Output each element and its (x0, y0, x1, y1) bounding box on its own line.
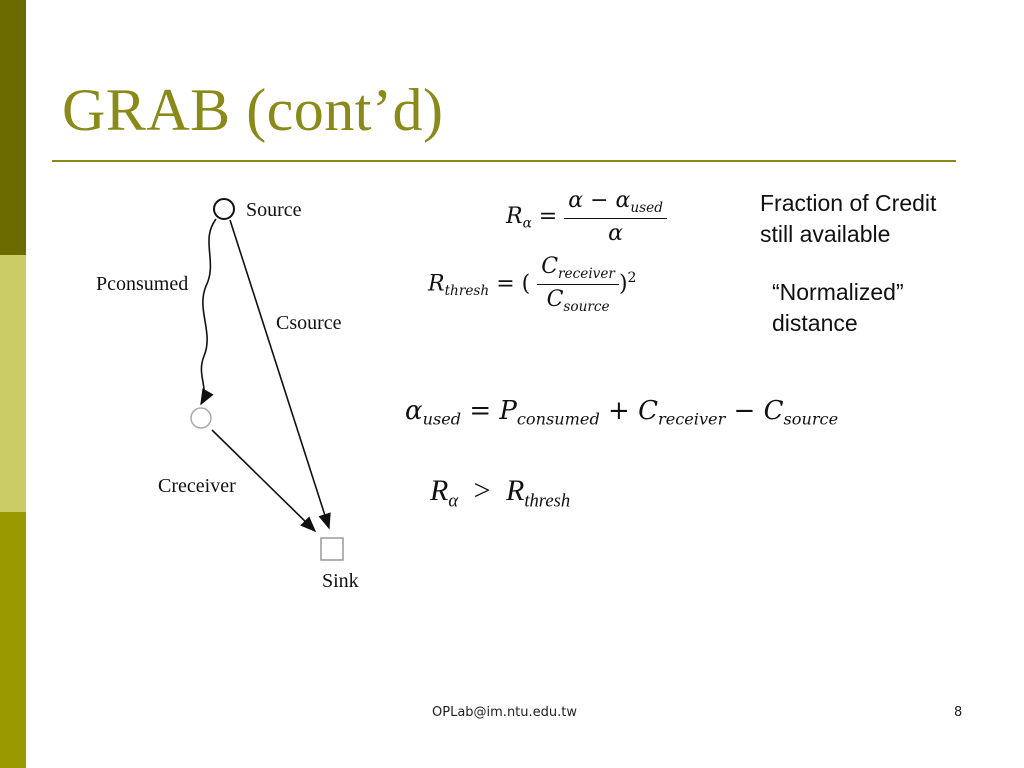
normalized-note-line1: “Normalized” (772, 279, 904, 305)
r-alpha-denominator: α (608, 220, 623, 246)
c-source-symbol: C (763, 396, 784, 426)
r-thresh-equation (428, 254, 636, 315)
equals-sign: = (538, 203, 565, 229)
intermediate-node (191, 408, 211, 428)
alpha-used-subscript: used (630, 199, 663, 216)
csource-label: Csource (276, 312, 342, 334)
fraction-note-line1: Fraction of Credit (760, 190, 937, 216)
page-number: 8 (954, 705, 963, 720)
creceiver-label: Creceiver (158, 475, 236, 497)
threshold-inequality (430, 474, 570, 513)
r-alpha-symbol: R (506, 203, 523, 229)
source-node (214, 199, 234, 219)
r-thresh-symbol: R (506, 474, 525, 507)
sink-node (321, 538, 343, 560)
r-thresh-fraction (537, 254, 619, 315)
p-consumed-symbol: P (499, 396, 517, 426)
r-thresh-symbol: R (428, 271, 445, 297)
receiver-subscript: receiver (658, 409, 726, 429)
fraction-note-line2: still available (760, 221, 891, 247)
r-thresh-numerator (537, 254, 619, 285)
sink-label: Sink (322, 570, 359, 592)
r-alpha-equation (506, 188, 667, 246)
minus-sign: − (733, 396, 764, 426)
r-alpha-numerator (564, 188, 667, 219)
alpha-symbol: α (568, 188, 584, 213)
source-subscript: source (783, 409, 839, 429)
pconsumed-label: Pconsumed (96, 273, 189, 295)
equals-sign: = ( (496, 271, 531, 297)
normalized-note (772, 277, 904, 339)
close-paren: ) (618, 271, 628, 297)
plus-sign: + (608, 396, 639, 426)
equals-sign: = (469, 396, 500, 426)
thresh-subscript: thresh (524, 490, 571, 512)
r-alpha-fraction (564, 188, 667, 246)
source-subscript: source (563, 298, 610, 315)
source-label: Source (246, 199, 302, 221)
consumed-subscript: consumed (516, 409, 600, 429)
receiver-subscript: receiver (558, 265, 615, 282)
r-alpha-subscript: α (522, 215, 532, 232)
minus-sign: − (590, 188, 609, 213)
r-alpha-symbol: R (430, 474, 449, 507)
alpha-used-subscript: used (422, 409, 462, 429)
greater-than-sign: > (473, 474, 491, 507)
slide-title: GRAB (cont’d) (62, 77, 444, 143)
c-receiver-symbol: C (541, 254, 559, 279)
alpha-used-equation (405, 396, 838, 429)
c-source-symbol: C (546, 286, 564, 312)
footer-email: OPLab@im.ntu.edu.tw (432, 705, 577, 720)
pconsumed-edge (201, 219, 216, 404)
normalized-note-line2: distance (772, 310, 858, 336)
exponent: 2 (627, 269, 637, 286)
fraction-note (760, 188, 936, 250)
alpha-symbol: α (615, 188, 631, 213)
csource-edge (230, 220, 329, 528)
r-thresh-denominator (537, 285, 619, 315)
c-receiver-symbol: C (638, 396, 658, 426)
alpha-symbol: α (405, 396, 423, 426)
alpha-subscript: α (448, 490, 459, 512)
r-thresh-subscript: thresh (444, 283, 490, 300)
